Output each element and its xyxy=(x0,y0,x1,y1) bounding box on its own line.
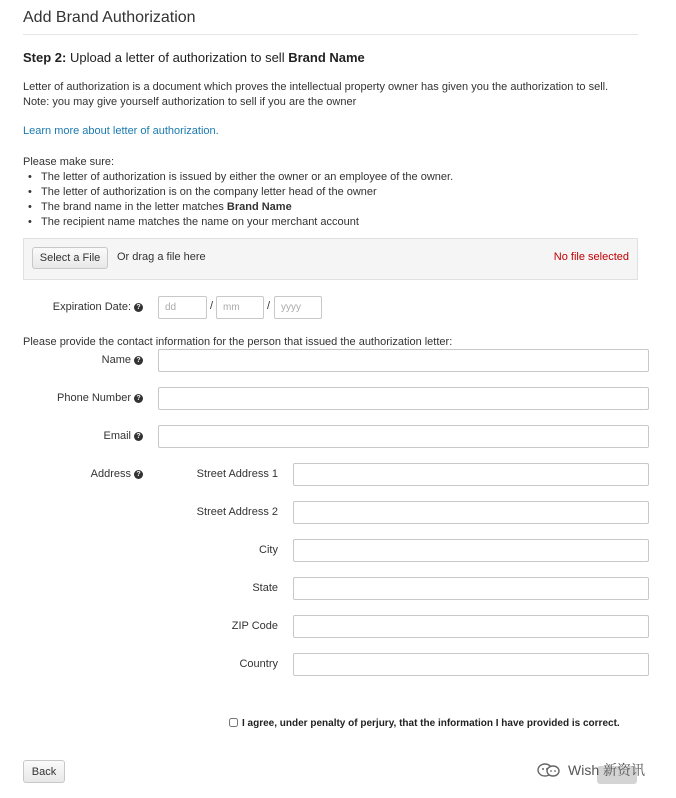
intro-line-2: Note: you may give yourself authorization to sell if you are the owner xyxy=(23,96,357,108)
state-input[interactable] xyxy=(293,577,649,600)
expiration-date-label xyxy=(40,301,143,313)
checklist-item xyxy=(41,200,453,215)
street-address-2-label: Street Address 2 xyxy=(196,506,278,518)
checklist-brand-name: Brand Name xyxy=(226,201,292,213)
checklist-heading: Please make sure: xyxy=(23,156,115,168)
select-file-button[interactable]: Select a File xyxy=(32,247,108,269)
street-address-2-input[interactable] xyxy=(293,501,649,524)
help-icon[interactable]: ? xyxy=(134,394,143,403)
step-brand-name: Brand Name xyxy=(288,50,365,65)
watermark xyxy=(536,760,645,780)
contact-intro: Please provide the contact information for the person that issued the authorization letter: xyxy=(23,336,453,348)
wechat-logo-icon xyxy=(536,761,562,779)
back-button[interactable]: Back xyxy=(23,760,65,783)
step-prefix: Step 2: xyxy=(23,50,67,65)
step-heading xyxy=(23,50,365,65)
file-status: No file selected xyxy=(553,251,629,263)
checklist-item: • The recipient name matches the name on your merchant account xyxy=(41,215,453,230)
country-label: Country xyxy=(239,658,278,670)
agree-checkbox[interactable] xyxy=(229,718,238,727)
country-input[interactable] xyxy=(293,653,649,676)
file-dropzone[interactable] xyxy=(23,238,638,280)
checklist xyxy=(23,170,453,230)
expiration-month-input[interactable] xyxy=(216,296,264,319)
learn-more-link[interactable]: Learn more about letter of authorization. xyxy=(23,125,219,137)
name-label xyxy=(40,354,143,366)
email-input[interactable] xyxy=(158,425,649,448)
checklist-item: • The letter of authorization is on the company letter head of the owner xyxy=(41,185,453,200)
intro-line-1: Letter of authorization is a document which proves the intellectual property owner has given you the authorization to sell. xyxy=(23,81,609,93)
help-icon[interactable]: ? xyxy=(134,356,143,365)
drag-file-text: Or drag a file here xyxy=(117,251,206,263)
expiration-date-label-text: Expiration Date: xyxy=(52,301,131,313)
checklist-item-text: The brand name in the letter matches xyxy=(41,201,227,213)
zip-code-input[interactable] xyxy=(293,615,649,638)
agree-text: I agree, under penalty of perjury, that the information I have provided is correct. xyxy=(242,718,620,729)
help-icon[interactable]: ? xyxy=(134,303,143,312)
street-address-1-label: Street Address 1 xyxy=(196,468,278,480)
watermark-text: Wish 新资讯 xyxy=(568,762,645,778)
date-separator: / xyxy=(210,300,214,312)
phone-input[interactable] xyxy=(158,387,649,410)
expiration-year-input[interactable] xyxy=(274,296,322,319)
city-input[interactable] xyxy=(293,539,649,562)
phone-label xyxy=(40,392,143,404)
name-input[interactable] xyxy=(158,349,649,372)
email-label-text: Email xyxy=(103,430,131,442)
checklist-item: • The letter of authorization is issued by either the owner or an employee of the owner. xyxy=(41,170,453,185)
address-label xyxy=(40,468,143,480)
state-label: State xyxy=(252,582,278,594)
address-label-text: Address xyxy=(90,468,131,480)
page-title: Add Brand Authorization xyxy=(23,9,196,26)
date-separator: / xyxy=(267,300,271,312)
zip-code-label: ZIP Code xyxy=(231,620,278,632)
title-divider xyxy=(23,34,638,35)
help-icon[interactable]: ? xyxy=(134,432,143,441)
expiration-day-input[interactable] xyxy=(158,296,207,319)
street-address-1-input[interactable] xyxy=(293,463,649,486)
email-label xyxy=(40,430,143,442)
help-icon[interactable]: ? xyxy=(134,470,143,479)
name-label-text: Name xyxy=(101,354,131,366)
step-text: Upload a letter of authorization to sell xyxy=(66,50,289,65)
phone-label-text: Phone Number xyxy=(57,392,131,404)
city-label: City xyxy=(259,544,278,556)
